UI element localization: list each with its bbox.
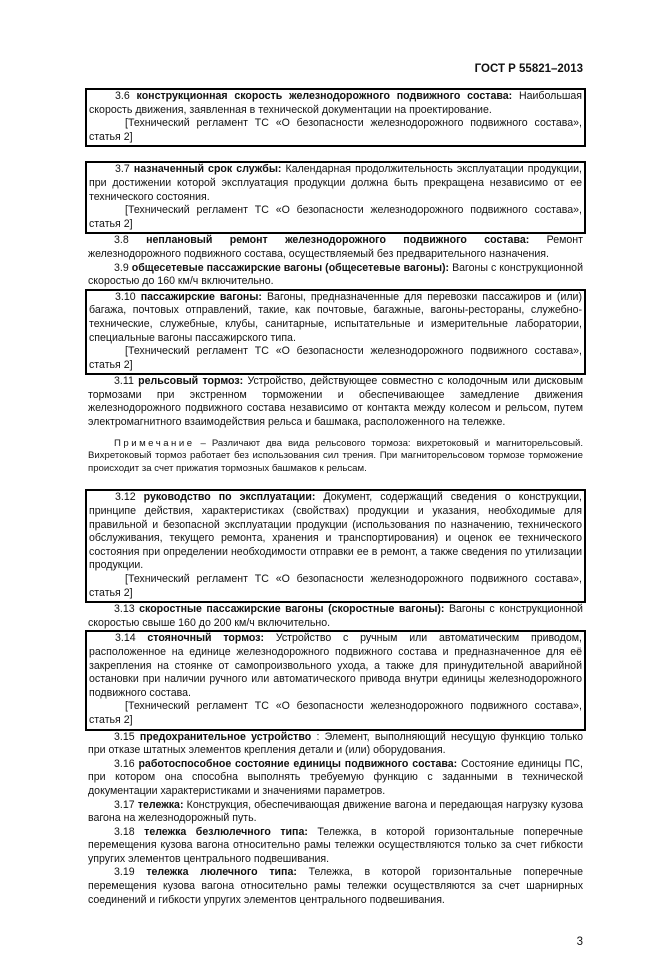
term-name: руководство по эксплуатации:: [143, 491, 316, 504]
term-entry: [85, 630, 586, 730]
term-name: пассажирские вагоны:: [140, 290, 262, 303]
term-text: : Элемент, выполняющий несущую функцию только при отказе штатных элементов крепления детали и (или) оборудования.: [88, 730, 583, 757]
term-text: Устройство, действующее совместно с колодочным или дисковым тормозами при экстренном торможении и обеспечивающее замедление движения железнодорожного подвижного состава независимо от контакта между колесом и рельсом, путем электромагнитного взаимодействия рельса и башмака, расположенного на тележке.: [88, 375, 583, 429]
note: [88, 438, 583, 476]
term-text: Состояние единицы ПС, при котором она способна выполнять требуемую функцию с заданными в технической документации характеристиками и значениями параметров.: [88, 757, 583, 797]
term-text: Наибольшая скорость движения, заявленная в технической документации на проектирование.: [89, 90, 582, 116]
document-body: [88, 88, 583, 907]
term-name: тележка люлечного типа:: [146, 866, 297, 879]
term-entry: [88, 375, 583, 429]
term-number: 3.19: [114, 866, 135, 879]
term-name: стояночный тормоз:: [147, 632, 265, 645]
page-number: 3: [576, 936, 583, 949]
term-entry: [88, 758, 583, 799]
term-number: 3.7: [115, 163, 130, 176]
term-entry: [88, 866, 583, 907]
term-definition: [88, 603, 583, 630]
term-text: Тележка, в которой горизонтальные поперечные перемещения кузова вагона относительно рамы тележки осуществляются только за счет гибкости упругих элементов центрального подвешивания.: [88, 825, 583, 865]
term-definition: [89, 491, 582, 573]
term-definition: [89, 90, 582, 117]
term-text: Календарная продолжительность эксплуатации продукции, при достижении которой эксплуатация продукции должна быть прекращена независимо от ее технического состояния.: [89, 163, 582, 203]
term-name: тележка безлюлечного типа:: [144, 825, 308, 838]
term-text: Вагоны с конструкционной скоростью свыше 160 до 200 км/ч включительно.: [88, 603, 583, 629]
term-number: 3.11: [114, 375, 134, 388]
term-entry: [88, 262, 583, 289]
term-definition: [88, 826, 583, 867]
term-definition: [88, 866, 583, 907]
term-definition: [89, 163, 582, 204]
term-entry: [88, 826, 583, 867]
term-reference: [Технический регламент ТС «О безопасности железнодорожного подвижного состава», статья 2]: [89, 700, 582, 726]
term-number: 3.10: [115, 290, 136, 303]
term-definition: [88, 262, 583, 289]
term-reference: [Технический регламент ТС «О безопасности железнодорожного подвижного состава», статья 2]: [89, 345, 582, 371]
term-number: 3.12: [115, 491, 136, 504]
term-definition: [88, 799, 583, 826]
term-entry: [85, 161, 586, 234]
term-name: работоспособное состояние единицы подвижного состава:: [138, 757, 458, 770]
term-name: общесетевые пассажирские вагоны (общесетевые вагоны):: [131, 261, 450, 274]
term-text: Тележка, в которой горизонтальные поперечные перемещения кузова вагона относительно рамы тележки осуществляются за счет шарнирных соединений и гибкости упругих элементов центрального подвешивания.: [88, 866, 583, 906]
term-definition: [88, 375, 583, 429]
term-entry: [88, 234, 583, 261]
term-text: Ремонт железнодорожного подвижного состава, осуществляемый без предварительного назначения.: [88, 234, 583, 260]
term-entry: [88, 731, 583, 758]
term-name: неплановый ремонт железнодорожного подвижного состава:: [146, 234, 530, 247]
term-entry: [85, 289, 586, 376]
term-number: 3.8: [114, 234, 129, 247]
term-reference: [Технический регламент ТС «О безопасности железнодорожного подвижного состава», статья 2]: [89, 204, 582, 230]
term-reference: [Технический регламент ТС «О безопасности железнодорожного подвижного состава», статья 2]: [89, 573, 582, 599]
term-number: 3.16: [114, 757, 135, 770]
term-number: 3.15: [114, 730, 135, 743]
term-text: Устройство с ручным или автоматическим приводом, расположенное на единице железнодорожного подвижного состава и предназначенное для её закрепления на стоянке от самопроизвольного ухода, а также для принудительной аварийной остановки при наличии ручного или автоматического привода внутри единицы железнодорожного подвижного состава.: [89, 632, 582, 699]
term-definition: [89, 632, 582, 700]
term-definition: [89, 291, 582, 345]
note-label: Примечание: [114, 437, 195, 449]
term-text: Документ, содержащий сведения о конструкции, принципе действия, характеристиках (свойствах) продукции и указания, необходимые для правильной и безопасной эксплуатации продукции (использования по назначению, технического обслуживания, текущего ремонта, хранения и транспортирования) и оценок ее технического состояния при определении необходимости отправки ее в ремонт, а также сведения по утилизации продукции.: [89, 491, 582, 572]
term-text: Конструкция, обеспечивающая движение вагона и передающая нагрузку кузова вагона на железнодорожный путь.: [88, 798, 583, 825]
term-entry: [88, 603, 583, 630]
term-definition: [88, 758, 583, 799]
term-number: 3.18: [114, 825, 135, 838]
term-name: конструкционная скорость железнодорожного подвижного состава:: [136, 90, 513, 102]
term-name: назначенный срок службы:: [133, 163, 282, 176]
term-name: рельсовый тормоз:: [138, 375, 244, 388]
note-text: – Различают два вида рельсового тормоза: вихретоковый и магниторельсовый. Вихретоковый тормоз работает без использования сил трения. При магниторельсовом тормозе торможение происходит за счет прижатия тормозных башмаков к рельсам.: [88, 437, 583, 474]
term-number: 3.14: [115, 632, 136, 645]
term-name: скоростные пассажирские вагоны (скоростные вагоны):: [139, 603, 445, 616]
document-header: ГОСТ Р 55821–2013: [474, 63, 583, 75]
term-definition: [88, 731, 583, 758]
term-text: Вагоны, предназначенные для перевозки пассажиров и (или) багажа, почтовых отправлений, такие, как почтовые, багажные, вагоны-рестораны, служебно-технические, служебные, клубы, санитарные, испытательные и измерительные лаборатории, специальные вагоны пассажирского типа.: [89, 290, 582, 344]
term-definition: [88, 234, 583, 261]
term-number: 3.9: [114, 261, 129, 274]
term-name: предохранительное устройство: [139, 730, 312, 743]
term-number: 3.13: [114, 603, 135, 616]
term-reference: [Технический регламент ТС «О безопасности железнодорожного подвижного состава», статья 2]: [89, 117, 582, 143]
term-entry: [85, 489, 586, 603]
term-entry: [88, 799, 583, 826]
term-number: 3.17: [114, 798, 135, 811]
term-name: тележка:: [137, 798, 184, 811]
term-text: Вагоны с конструкционной скоростью до 160 км/ч включительно.: [88, 261, 583, 288]
term-number: 3.6: [115, 90, 130, 102]
term-entry: [85, 88, 586, 147]
